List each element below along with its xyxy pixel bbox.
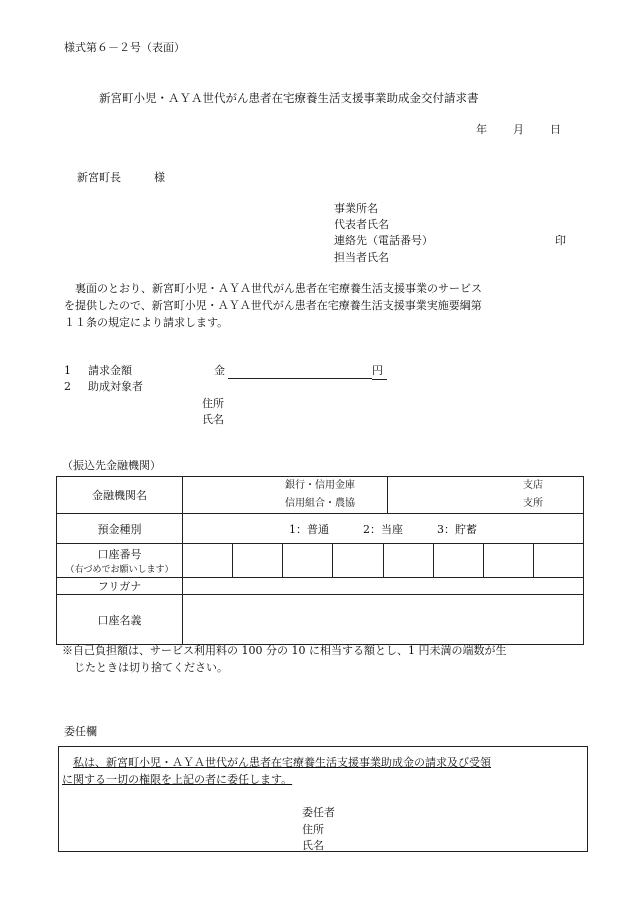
account-digit-box[interactable] bbox=[434, 544, 484, 577]
body-text-line-1: 裏面のとおり、新宮町小児・ＡＹＡ世代がん患者在宅療養生活支援事業のサービス bbox=[75, 282, 482, 295]
furigana-row bbox=[57, 578, 584, 595]
representative-label: 代表者氏名 bbox=[334, 218, 389, 231]
office-name-label: 事業所名 bbox=[334, 202, 378, 215]
account-number-row bbox=[57, 544, 584, 578]
account-type-current[interactable]: 2：当座 bbox=[363, 522, 403, 536]
addressee-honorific: 様 bbox=[154, 171, 165, 184]
claim-item-number: 1 bbox=[64, 364, 71, 377]
person-in-charge-label: 担当者氏名 bbox=[334, 251, 389, 264]
bank-section-title: （振込先金融機関） bbox=[62, 459, 161, 472]
contact-label: 連絡先（電話番号） bbox=[334, 234, 433, 247]
addressee-name: 新宮町長 bbox=[77, 171, 121, 184]
claim-amount-label: 請求金額 bbox=[88, 364, 132, 377]
note-line-2: じたときは切り捨てください。 bbox=[74, 661, 228, 674]
account-holder-field[interactable] bbox=[183, 595, 584, 645]
account-digit-box[interactable] bbox=[534, 544, 583, 577]
date-day: 日 bbox=[550, 123, 561, 136]
account-number-label: 口座番号 bbox=[97, 548, 142, 561]
bank-institution-row bbox=[57, 477, 584, 514]
institution-field[interactable] bbox=[183, 477, 584, 514]
body-text-line-3: １１条の規定により請求します。 bbox=[64, 316, 229, 329]
account-holder-label: 口座名義 bbox=[57, 595, 183, 645]
institution-types-1: 銀行・信用金庫 bbox=[285, 480, 355, 491]
delegator-label: 委任者 bbox=[302, 806, 335, 819]
account-type-ordinary[interactable]: 1：普通 bbox=[289, 522, 329, 536]
furigana-field[interactable] bbox=[183, 578, 584, 595]
account-number-note: （右づめでお願いします） bbox=[65, 565, 174, 575]
account-digit-box[interactable] bbox=[484, 544, 534, 577]
claim-amount-field[interactable] bbox=[228, 363, 372, 379]
delegation-text-1: 私は、新宮町小児・ＡＹＡ世代がん患者在宅療養生活支援事業助成金の請求及び受領 bbox=[73, 756, 491, 769]
note-line-1: ※自己負担額は、サービス利用料の 100 分の 10 に相当する額とし、1 円未満の端数が生 bbox=[62, 644, 507, 657]
branch-1: 支店 bbox=[523, 480, 543, 491]
institution-types-2: 信用組合・農協 bbox=[285, 498, 355, 509]
amount-prefix: 金 bbox=[214, 364, 225, 377]
account-type-label: 預金種別 bbox=[57, 514, 183, 544]
target-name-label: 氏名 bbox=[202, 413, 224, 426]
delegation-text-2: に関する一切の権限を上記の者に委任します。 bbox=[62, 773, 293, 786]
body-text-line-2: を提供したので、新宮町小児・ＡＹＡ世代がん患者在宅療養生活支援事業実施要綱第 bbox=[64, 299, 482, 312]
furigana-label: フリガナ bbox=[57, 578, 183, 595]
delegation-title: 委任欄 bbox=[64, 725, 97, 738]
account-digit-box[interactable] bbox=[183, 544, 233, 577]
date-year: 年 bbox=[476, 123, 487, 136]
target-item-number: 2 bbox=[64, 380, 71, 393]
account-digit-box[interactable] bbox=[333, 544, 383, 577]
institution-label: 金融機関名 bbox=[57, 477, 183, 514]
account-digit-box[interactable] bbox=[233, 544, 283, 577]
bank-table bbox=[56, 476, 584, 645]
account-holder-row bbox=[57, 595, 584, 645]
date-month: 月 bbox=[513, 123, 524, 136]
account-digit-box[interactable] bbox=[384, 544, 434, 577]
account-type-savings[interactable]: 3：貯蓄 bbox=[437, 522, 477, 536]
form-number: 様式第６－２号（表面） bbox=[64, 41, 185, 54]
target-label: 助成対象者 bbox=[88, 380, 143, 393]
account-type-options[interactable] bbox=[183, 514, 584, 544]
target-address-label: 住所 bbox=[202, 397, 224, 410]
delegator-name-label: 氏名 bbox=[302, 839, 324, 852]
delegator-address-label: 住所 bbox=[302, 823, 324, 836]
amount-suffix: 円 bbox=[372, 363, 387, 380]
branch-2: 支所 bbox=[523, 498, 543, 509]
account-digit-box[interactable] bbox=[283, 544, 333, 577]
account-number-boxes[interactable] bbox=[183, 544, 584, 578]
page-title: 新宮町小児・ＡＹＡ世代がん患者在宅療養生活支援事業助成金交付請求書 bbox=[99, 91, 479, 105]
account-type-row bbox=[57, 514, 584, 544]
seal-mark: 印 bbox=[555, 234, 566, 247]
